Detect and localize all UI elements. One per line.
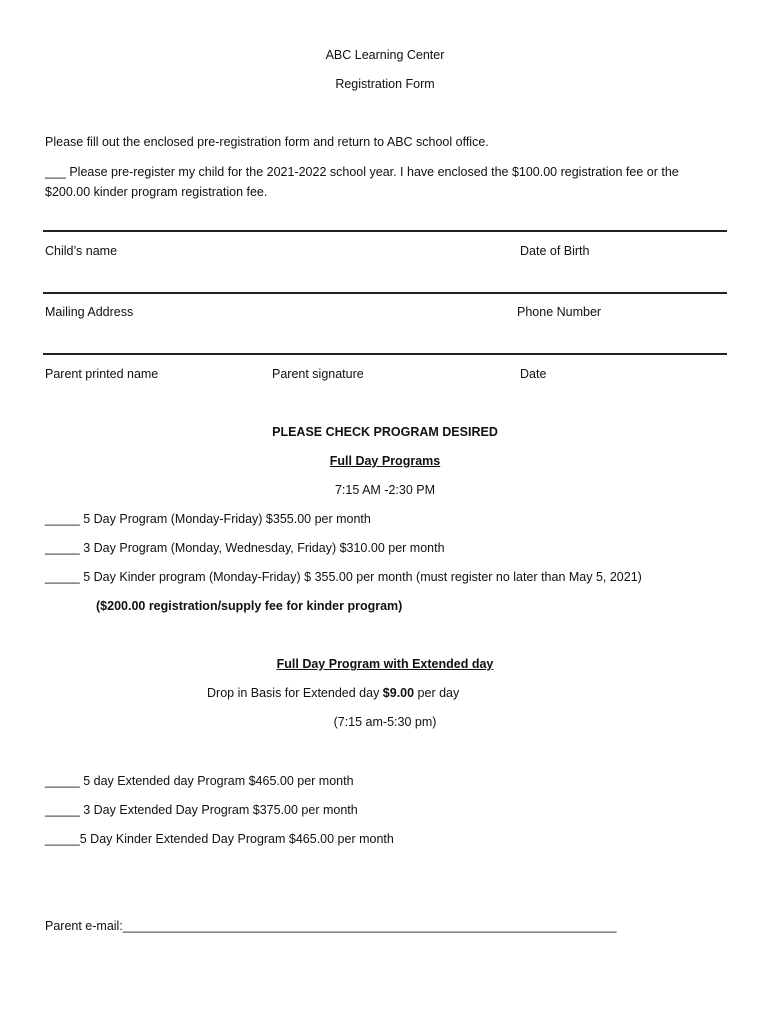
dropin-line bbox=[207, 686, 459, 700]
dob-label: Date of Birth bbox=[520, 244, 590, 258]
extended-hours: (7:15 am-5:30 pm) bbox=[333, 715, 437, 729]
divider bbox=[43, 292, 727, 294]
dropin-amount: $9.00 bbox=[382, 686, 415, 700]
program-option[interactable]: _____ 5 Day Program (Monday-Friday) $355.00 per month bbox=[45, 512, 371, 526]
full-day-hours: 7:15 AM -2:30 PM bbox=[334, 483, 436, 497]
phone-label: Phone Number bbox=[517, 305, 602, 319]
full-day-title: Full Day Programs bbox=[329, 454, 441, 468]
divider bbox=[43, 353, 727, 355]
program-heading: PLEASE CHECK PROGRAM DESIRED bbox=[272, 425, 498, 439]
child-name-label: Child’s name bbox=[45, 244, 118, 258]
mailing-address-label: Mailing Address bbox=[45, 305, 134, 319]
intro-line-2: ___ Please pre-register my child for the 2021-2022 school year. I have enclosed the $100.00 registration fee or the $200.00 kinder program registration fee. bbox=[45, 165, 679, 199]
dropin-prefix: Drop in Basis for Extended day bbox=[207, 686, 383, 700]
program-option[interactable]: _____ 3 Day Extended Day Program $375.00 per month bbox=[45, 803, 358, 817]
parent-name-label: Parent printed name bbox=[45, 367, 159, 381]
program-option[interactable]: _____5 Day Kinder Extended Day Program $465.00 per month bbox=[45, 832, 394, 846]
dropin-suffix: per day bbox=[414, 686, 460, 700]
program-option[interactable]: _____ 5 Day Kinder program (Monday-Friday) $ 355.00 per month (must register no later than May 5, 2021) bbox=[45, 570, 642, 584]
parent-signature-label: Parent signature bbox=[272, 367, 364, 381]
extended-title: Full Day Program with Extended day bbox=[276, 657, 494, 671]
intro-line-1: Please fill out the enclosed pre-registration form and return to ABC school office. bbox=[45, 135, 489, 149]
program-option[interactable]: _____ 3 Day Program (Monday, Wednesday, Friday) $310.00 per month bbox=[45, 541, 445, 555]
divider bbox=[43, 230, 727, 232]
form-title: Registration Form bbox=[335, 77, 435, 91]
org-name: ABC Learning Center bbox=[325, 48, 445, 62]
parent-email-field[interactable]: Parent e-mail:_______________________________________________________________________ bbox=[45, 919, 617, 933]
program-option[interactable]: _____ 5 day Extended day Program $465.00 per month bbox=[45, 774, 354, 788]
date-label: Date bbox=[520, 367, 547, 381]
kinder-fee-note: ($200.00 registration/supply fee for kinder program) bbox=[96, 599, 403, 613]
